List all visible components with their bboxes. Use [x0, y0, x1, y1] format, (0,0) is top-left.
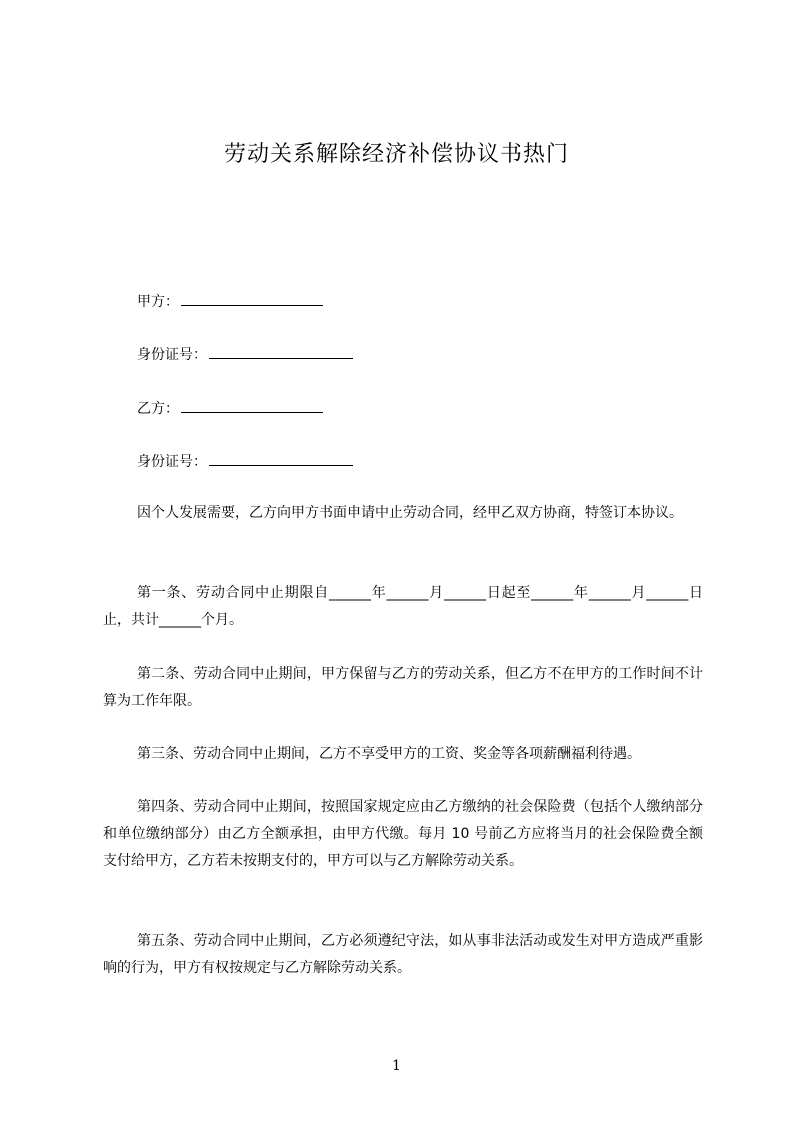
- page-number: 1: [392, 1058, 401, 1074]
- party-b-id-field: [137, 451, 353, 472]
- party-a-label: 甲方：: [137, 294, 179, 310]
- party-b-field: [137, 398, 323, 419]
- article-2-paragraph: 第二条、劳动合同中止期间，甲方保留与乙方的劳动关系，但乙方不在甲方的工作时间不计算为工作年限。: [103, 666, 703, 709]
- party-a-id-field: [137, 344, 353, 365]
- article-1-paragraph: 第一条、劳动合同中止期限自______年______月______日起至______年______月______日止，共计______个月。: [103, 585, 703, 628]
- party-b-blank-line: [181, 398, 323, 413]
- party-b-id-label: 身份证号：: [137, 454, 207, 470]
- intro-paragraph: 因个人发展需要，乙方向甲方书面申请中止劳动合同，经甲乙双方协商，特签订本协议。: [137, 505, 683, 521]
- document-title: 劳动关系解除经济补偿协议书热门: [223, 142, 569, 167]
- article-5-paragraph: 第五条、劳动合同中止期间，乙方必须遵纪守法，如从事非法活动或发生对甲方造成严重影响的行为，甲方有权按规定与乙方解除劳动关系。: [103, 933, 703, 976]
- article-4-paragraph: 第四条、劳动合同中止期间，按照国家规定应由乙方缴纳的社会保险费（包括个人缴纳部分和单位缴纳部分）由乙方全额承担，由甲方代缴。每月 10 号前乙方应将当月的社会保险费全额支付给甲方，乙方若未按期支付的，甲方可以与乙方解除劳动关系。: [103, 799, 703, 869]
- party-a-field: [137, 291, 323, 312]
- party-a-blank-line: [181, 291, 323, 306]
- party-a-id-label: 身份证号：: [137, 347, 207, 363]
- article-3-paragraph: 第三条、劳动合同中止期间，乙方不享受甲方的工资、奖金等各项薪酬福利待遇。: [137, 746, 641, 762]
- party-b-id-blank-line: [209, 451, 353, 466]
- party-a-id-blank-line: [209, 344, 353, 359]
- party-b-label: 乙方：: [137, 401, 179, 417]
